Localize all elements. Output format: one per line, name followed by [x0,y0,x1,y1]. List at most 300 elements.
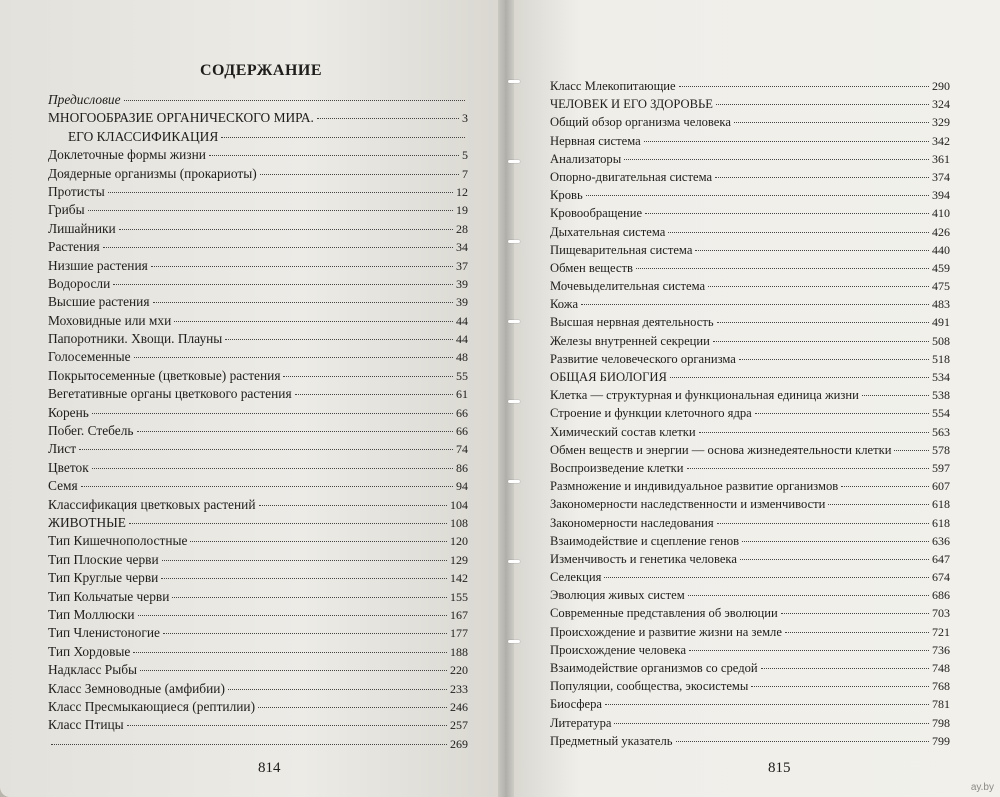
toc-entry-title: Голосеменные [48,349,131,365]
toc-entry-title: ЧЕЛОВЕК И ЕГО ЗДОРОВЬЕ [550,97,713,112]
toc-entry-title: Пищеварительная система [550,242,693,257]
toc-leader-dots [124,100,465,101]
toc-entry-title: Мочевыделительная система [550,279,706,294]
toc-entry [48,385,468,403]
toc-entry-page: 94 [456,479,468,494]
toc-entry-page: 597 [932,460,950,475]
toc-leader-dots [716,104,929,105]
toc-leader-dots [260,174,459,175]
toc-entry-title: Клетка — структурная и функциональная единица жизни [550,388,859,403]
toc-entry-title: Размножение и индивидуальное развитие организмов [550,479,839,494]
page-number-right: 815 [768,760,791,776]
toc-leader-dots [103,247,453,248]
toc-leader-dots [581,304,929,305]
toc-entry [550,659,950,677]
toc-entry-page: 342 [932,133,950,148]
toc-entry [48,183,468,201]
toc-entry-page: 607 [932,479,950,494]
toc-entry-title: Предисловие [48,92,121,107]
toc-leader-dots [644,141,929,142]
toc-entry [48,569,468,587]
toc-leader-dots [133,652,447,653]
toc-entry-page: 748 [932,661,950,675]
toc-leader-dots [163,633,447,634]
toc-entry-title: Тип Плоские черви [48,551,159,567]
toc-entry [550,695,950,713]
toc-entry-title: Происхождение человека [550,642,687,657]
toc-entry [48,716,468,734]
toc-entry-page: 108 [450,515,468,530]
toc-leader-dots [734,122,929,123]
toc-leader-dots [127,725,447,726]
toc-entry-title: Нервная система [550,133,641,148]
toc-entry [48,422,468,440]
toc-entry [48,643,468,661]
toc-leader-dots [742,541,929,542]
toc-entry-title: ЕГО КЛАССИФИКАЦИЯ [68,128,219,144]
toc-leader-dots [317,118,459,119]
toc-entry-title: Класс Земноводные (амфибии) [48,680,225,696]
toc-entry-page: 410 [932,206,950,221]
toc-entry-title: Тип Моллюски [48,606,135,622]
toc-entry-page: 475 [932,279,950,294]
toc-entry-page: 188 [450,644,468,659]
toc-entry-page: 19 [456,203,468,218]
toc-entry-title: Моховидные или мхи [48,312,172,328]
toc-leader-dots [894,450,929,451]
toc-entry-title: Опорно-двигательная система [550,169,713,184]
toc-entry-page: 5 [462,148,468,163]
toc-entry-page: 534 [932,370,950,384]
toc-leader-dots [88,210,453,211]
toc-entry-page: 721 [932,624,950,639]
toc-entry-page: 329 [932,115,950,130]
toc-entry-title: Цветок [48,459,89,475]
toc-entry [48,477,468,495]
toc-entry-page: 554 [932,406,950,421]
toc-leader-dots [636,268,929,269]
toc-entry [550,732,950,750]
toc-entry [550,77,950,95]
toc-entry-title: Происхождение и развитие жизни на земле [550,624,782,639]
toc-entry [550,113,950,131]
toc-entry-page: 3 [462,111,468,126]
toc-entry-page: 394 [932,188,950,203]
toc-leader-dots [113,284,453,285]
toc-list-left [48,91,468,753]
toc-entry [550,623,950,641]
toc-entry-page: 257 [450,718,468,733]
toc-entry-title: Общий обзор организма человека [550,115,731,130]
toc-entry-title: Воспроизведение клетки [550,460,684,475]
toc-entry-title: Развитие человеческого организма [550,351,736,366]
toc-entry [48,220,468,238]
toc-entry-title: Надкласс Рыбы [48,662,138,678]
toc-entry [550,186,950,204]
toc-entry [550,477,950,495]
toc-entry-title: Биосфера [550,697,602,712]
toc-entry-title: Предметный указатель [550,733,673,748]
toc-entry-page: 129 [450,552,468,567]
toc-entry-page: 12 [456,184,468,199]
toc-leader-dots [717,322,929,323]
toc-leader-dots [708,286,929,287]
toc-entry-title: Побег. Стебель [48,423,134,439]
toc-entry [48,532,468,550]
toc-entry-title: Обмен веществ [550,260,633,275]
toc-entry-title: Изменчивость и генетика человека [550,551,737,566]
toc-entry-title: Тип Членистоногие [48,625,160,641]
toc-entry [48,551,468,569]
toc-entry-page: 440 [932,242,950,257]
toc-entry [550,332,950,350]
toc-entry-page: 618 [932,497,950,512]
toc-entry [48,588,468,606]
toc-entry [48,238,468,256]
toc-entry [550,295,950,313]
toc-leader-dots [209,155,459,156]
toc-entry-page: 120 [450,534,468,549]
toc-entry [48,201,468,219]
toc-entry-title: Закономерности наследственности и изменчивости [550,497,826,512]
toc-entry [550,368,950,386]
toc-leader-dots [785,632,929,633]
toc-leader-dots [688,595,929,596]
toc-entry-page: 34 [456,240,468,255]
toc-entry-page: 578 [932,442,950,457]
toc-entry-title: Папоротники. Хвощи. Плауны [48,331,223,347]
toc-entry [550,514,950,532]
toc-entry-title: Тип Кишечнополостные [48,533,188,549]
toc-entry-title: Литература [550,715,612,730]
toc-entry-page: 86 [456,460,468,475]
toc-entry [48,257,468,275]
toc-entry-title: МНОГООБРАЗИЕ ОРГАНИЧЕСКОГО МИРА. [48,110,314,126]
toc-entry-title: Взаимодействие и сцепление генов [550,533,740,548]
toc-leader-dots [689,650,929,651]
toc-entry [550,586,950,604]
toc-leader-dots [51,744,447,745]
toc-entry [550,132,950,150]
toc-leader-dots [755,413,929,414]
toc-entry [550,423,950,441]
toc-leader-dots [162,560,447,561]
toc-entry-title: Класс Млекопитающие [550,79,676,93]
toc-entry [550,259,950,277]
toc-entry-page: 177 [450,626,468,641]
toc-entry [48,698,468,716]
toc-entry-page: 768 [932,679,950,694]
toc-leader-dots [761,668,929,669]
toc-leader-dots [190,541,447,542]
binding-stitch [508,240,520,243]
toc-entry [48,293,468,311]
toc-entry-title: ОБЩАЯ БИОЛОГИЯ [550,370,667,384]
binding-stitch [508,560,520,563]
toc-entry [550,277,950,295]
toc-leader-dots [739,359,929,360]
toc-entry [550,150,950,168]
toc-leader-dots [699,432,929,433]
toc-leader-dots [828,504,929,505]
toc-leader-dots [228,689,447,690]
toc-entry-page: 167 [450,607,468,622]
toc-entry-title: Покрытосеменные (цветковые) растения [48,367,281,383]
toc-entry-title: Растения [48,239,100,255]
toc-entry [550,350,950,368]
toc-entry [550,95,950,113]
book-spine [498,0,514,797]
toc-entry [550,241,950,259]
toc-entry-page: 361 [932,151,950,166]
toc-leader-dots [614,723,929,724]
toc-leader-dots [670,377,929,378]
toc-entry-page: 459 [932,260,950,275]
toc-entry [48,404,468,422]
toc-entry-title: Водоросли [48,275,111,291]
toc-entry-title: Тип Кольчатые черви [48,588,170,604]
toc-entry-title: Кровь [550,188,583,203]
toc-entry-page: 518 [932,351,950,366]
toc-leader-dots [740,559,929,560]
toc-entry-title: Высшие растения [48,294,150,310]
toc-entry-page: 618 [932,515,950,530]
toc-entry-page: 686 [932,588,950,603]
toc-entry-page: 483 [932,297,950,312]
toc-entry [550,404,950,422]
toc-entry [48,680,468,698]
toc-entry-title: Семя [48,478,78,494]
toc-entry-page: 44 [456,332,468,347]
toc-entry-page: 799 [932,733,950,748]
toc-entry-page: 48 [456,350,468,365]
toc-entry [48,348,468,366]
toc-entry-title: Эволюция живых систем [550,588,685,603]
toc-entry-page: 66 [456,424,468,439]
toc-entry [550,714,950,732]
toc-entry-title: Доклеточные формы жизни [48,147,206,163]
toc-entry-page: 798 [932,715,950,730]
toc-entry [550,532,950,550]
toc-entry-title: Популяции, сообщества, экосистемы [550,679,749,694]
toc-leader-dots [624,159,929,160]
toc-leader-dots [79,449,453,450]
toc-entry [48,496,468,514]
toc-entry [550,568,950,586]
toc-leader-dots [679,86,929,87]
toc-entry-title: Кровообращение [550,206,643,221]
contents-title: СОДЕРЖАНИЕ [200,62,323,79]
toc-leader-dots [151,266,453,267]
toc-entry-page: 37 [456,258,468,273]
toc-leader-dots [841,486,929,487]
toc-leader-dots [108,192,453,193]
toc-entry [550,677,950,695]
toc-leader-dots [695,250,929,251]
toc-entry-page: 636 [932,533,950,548]
toc-leader-dots [604,577,929,578]
toc-entry-title: Классификация цветковых растений [48,496,256,512]
toc-entry-title: Анализаторы [550,151,622,166]
toc-leader-dots [586,195,929,196]
toc-entry [48,514,468,532]
toc-entry-title: Тип Хордовые [48,643,131,659]
toc-leader-dots [751,686,929,687]
toc-leader-dots [781,613,929,614]
toc-leader-dots [645,213,929,214]
toc-entry-page: 563 [932,424,950,439]
toc-entry-page: 290 [932,79,950,93]
toc-entry-title: Тип Круглые черви [48,570,159,586]
toc-entry-page: 220 [450,663,468,678]
toc-entry [48,440,468,458]
toc-list-right [550,77,950,750]
toc-entry-page: 155 [450,589,468,604]
toc-leader-dots [129,523,447,524]
toc-leader-dots [140,670,447,671]
binding-stitch [508,640,520,643]
toc-entry-page: 142 [450,571,468,586]
toc-entry-page: 39 [456,295,468,310]
toc-entry [48,128,468,146]
binding-stitch [508,480,520,483]
toc-entry-page: 508 [932,333,950,348]
toc-entry [48,459,468,477]
toc-entry-page: 74 [456,442,468,457]
toc-leader-dots [134,357,453,358]
toc-entry [550,641,950,659]
toc-entry-title: Обмен веществ и энергии — основа жизнедеятельности клетки [550,442,892,457]
toc-entry [550,604,950,622]
toc-entry-page: 781 [932,697,950,712]
toc-leader-dots [137,431,453,432]
binding-stitch [508,160,520,163]
toc-leader-dots [668,232,929,233]
toc-entry-page: 104 [450,497,468,512]
toc-entry-title: Взаимодействие организмов со средой [550,661,758,675]
toc-leader-dots [676,741,929,742]
toc-leader-dots [283,376,453,377]
toc-entry [48,312,468,330]
toc-entry-page: 269 [450,736,468,751]
toc-leader-dots [258,707,447,708]
toc-entry-title: ЖИВОТНЫЕ [48,514,126,530]
watermark: ay.by [970,782,994,793]
toc-entry-title: Строение и функции клеточного ядра [550,406,752,421]
toc-leader-dots [138,615,447,616]
toc-entry [550,223,950,241]
toc-leader-dots [81,486,453,487]
toc-entry-page: 61 [456,387,468,402]
toc-entry [550,441,950,459]
toc-leader-dots [225,339,453,340]
toc-entry [550,204,950,222]
toc-leader-dots [259,505,447,506]
toc-entry [48,109,468,127]
toc-entry [550,550,950,568]
toc-leader-dots [172,597,447,598]
toc-entry-page: 28 [456,221,468,236]
toc-leader-dots [605,704,929,705]
toc-entry [48,165,468,183]
toc-entry-title: Корень [48,404,89,420]
toc-entry-title: Класс Птицы [48,717,124,733]
toc-entry-page: 66 [456,405,468,420]
toc-entry-title: Доядерные организмы (прокариоты) [48,165,257,181]
right-page [505,0,1000,797]
toc-leader-dots [295,394,453,395]
toc-entry-title: Химический состав клетки [550,424,696,439]
toc-entry [550,495,950,513]
toc-entry-title: Протисты [48,183,105,199]
toc-entry-title: Низшие растения [48,257,148,273]
toc-entry [48,661,468,679]
toc-entry-page: 374 [932,169,950,184]
toc-entry-page: 703 [932,606,950,621]
toc-entry [550,313,950,331]
toc-entry-title: Железы внутренней секреции [550,333,710,348]
toc-entry [48,735,468,753]
toc-entry [48,330,468,348]
toc-entry-page: 44 [456,313,468,328]
toc-entry [550,168,950,186]
toc-leader-dots [221,137,465,138]
toc-entry-title: Лист [48,441,77,457]
toc-entry [550,386,950,404]
toc-entry [48,367,468,385]
toc-entry-page: 674 [932,570,950,585]
binding-stitch [508,400,520,403]
toc-entry [48,91,468,109]
toc-entry [48,275,468,293]
toc-entry-title: Класс Пресмыкающиеся (рептилии) [48,698,256,714]
toc-entry-title: Селекция [550,570,602,585]
toc-entry [48,624,468,642]
toc-leader-dots [92,468,453,469]
toc-entry-page: 538 [932,388,950,403]
toc-entry-page: 324 [932,97,950,112]
toc-entry-page: 647 [932,551,950,566]
page-number-left: 814 [258,760,281,776]
toc-entry-page: 7 [462,166,468,181]
binding-stitch [508,320,520,323]
toc-entry-page: 55 [456,368,468,383]
toc-leader-dots [153,302,453,303]
toc-leader-dots [119,229,453,230]
toc-entry-title: Высшая нервная деятельность [550,315,714,330]
toc-entry-page: 39 [456,276,468,291]
toc-entry-page: 736 [932,642,950,657]
toc-leader-dots [687,468,929,469]
toc-entry-title: Дыхательная система [550,224,666,239]
toc-entry [550,459,950,477]
toc-entry-title: Кожа [550,297,579,312]
binding-stitch [508,80,520,83]
toc-leader-dots [92,413,453,414]
toc-leader-dots [174,321,453,322]
toc-entry-title: Вегетативные органы цветкового растения [48,386,292,402]
toc-leader-dots [862,395,929,396]
toc-entry-page: 426 [932,224,950,239]
toc-entry-page: 491 [932,315,950,330]
toc-leader-dots [713,341,929,342]
toc-leader-dots [717,523,929,524]
toc-entry [48,146,468,164]
toc-entry-title: Современные представления об эволюции [550,606,778,621]
toc-leader-dots [715,177,929,178]
toc-entry-title: Лишайники [48,220,116,236]
toc-entry-title: Грибы [48,202,85,218]
